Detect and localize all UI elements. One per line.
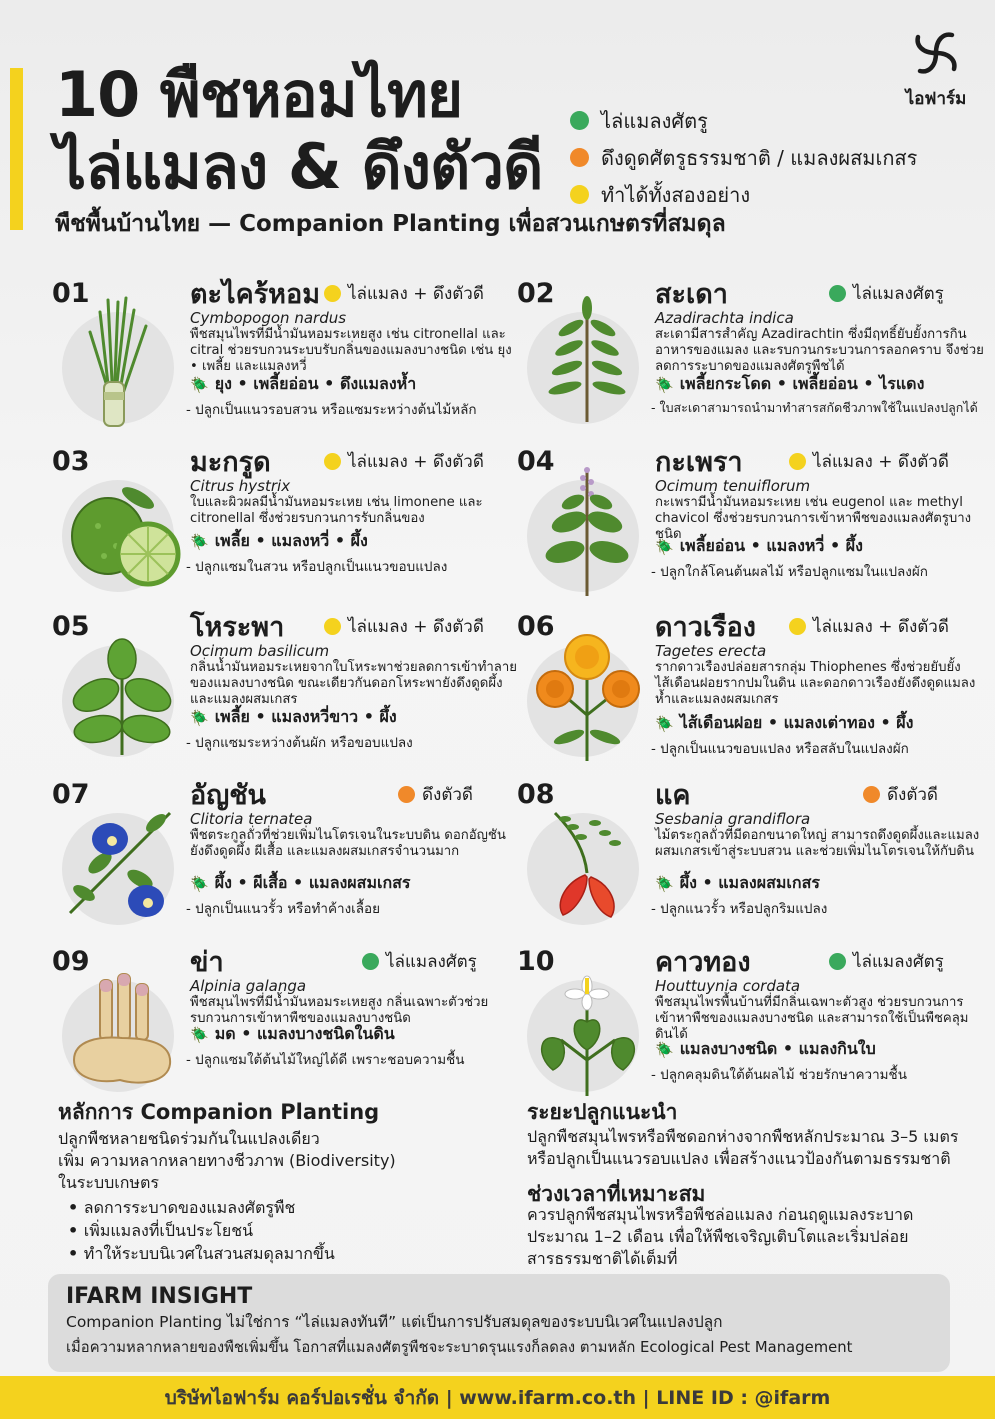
plant-tag [324,280,484,307]
page-subtitle: พืชพื้นบ้านไทย — Companion Planting เพื่อสวนเกษตรที่สมดุล [55,211,726,237]
insight-heading: IFARM INSIGHT [66,1284,253,1309]
yellow-dot-icon [789,453,806,470]
green-dot-icon [362,953,379,970]
pinwheel-logo-icon [908,25,964,81]
page-title-line2: ไล่แมลง & ดึงตัวดี [55,130,543,203]
timing-text [527,1204,977,1270]
plant-card-03 [52,440,512,605]
principles-line: เพิ่ม ความหลากหลายทางชีวภาพ (Biodiversity) [58,1151,396,1170]
plant-card-04 [517,440,977,605]
holy-basil-icon [525,460,649,600]
plant-tip: - ใบสะเดาสามารถนำมาทำสารสกัดชีวภาพใช้ในแปลงปลูกได้ [651,400,978,415]
plant-tip: - ปลูกคลุมดินใต้ต้นผลไม้ ช่วยรักษาความชื้น [651,1067,907,1083]
legend-label: ทำได้ทั้งสองอย่าง [601,182,751,207]
insight-line: เมื่อความหลากหลายของพืชเพิ่มขึ้น โอกาสที่แมลงศัตรูพืชจะระบาดรุนแรงก็ลดลง ตามหลัก Ecological Pest Management [66,1339,853,1356]
plant-pests [190,871,411,896]
plant-description: พืชตระกูลถั่วที่ช่วยเพิ่มไนโตรเจนในระบบดิน ดอกอัญชันยังดึงดูดผึ้ง ผีเสื้อ และแมลงผสมเกสรจำนวนมาก [190,828,506,859]
plant-tag-label: ไล่แมลง + ดึงตัวดี [348,284,484,304]
yellow-dot-icon [570,185,589,204]
plant-scientific-name: Citrus hystrix [190,477,291,495]
plant-description: พืชสมุนไพรที่มีน้ำมันหอมระเหยสูง กลิ่นเฉพาะตัวช่วยรบกวนการเข้าหาพืชของแมลงบางชนิด [190,995,489,1026]
plant-pests-label: ไส้เดือนฝอย • แมลงเต่าทอง • ผึ้ง [679,713,914,732]
plant-card-01 [52,272,512,437]
yellow-dot-icon [324,453,341,470]
plant-pests [655,871,820,896]
plant-pests [190,529,368,554]
logo-text: ไอฟาร์ม [905,89,967,109]
spacing-text [527,1126,977,1170]
plant-tag [324,448,484,475]
plant-pests [190,372,416,397]
plant-number: 08 [517,779,555,810]
legend-item-repel [570,102,917,139]
plant-tag-label: ไล่แมลง + ดึงตัวดี [348,617,484,637]
plant-tip: - ปลูกเป็นแนวขอบแปลง หรือสลับในแปลงผัก [651,741,909,757]
insect-icon: 🪲 [655,375,674,394]
plant-scientific-name: Sesbania grandiflora [655,810,811,828]
footer-text: บริษัทไอฟาร์ม คอร์ปอเรชั่น จำกัด | www.ifarm.co.th | LINE ID : @ifarm [164,1386,831,1409]
plant-card-06 [517,605,977,770]
plant-scientific-name: Clitoria ternatea [190,810,313,828]
plant-scientific-name: Houttuynia cordata [655,977,801,995]
sweet-basil-icon [60,625,184,765]
insect-icon: 🪲 [655,874,674,893]
plant-description: พืชสมุนไพรพื้นบ้านที่มีกลิ่นเฉพาะตัวสูง ช่วยรบกวนการเข้าหาพืชของแมลงบางชนิด และสามารถใช้เป็นพืชคลุมดินได้ [655,995,969,1042]
orange-dot-icon [570,148,589,167]
plant-number: 10 [517,946,555,977]
plant-tip: - ปลูกแซมในสวน หรือปลูกเป็นแนวขอบแปลง [186,559,448,575]
plant-tip: - ปลูกเป็นแนวรั้ว หรือทำค้างเลื้อย [186,901,381,917]
timing-line: สารธรรมชาติได้เต็มที่ [527,1249,678,1268]
principles-bullet: • เพิ่มแมลงที่เป็นประโยชน์ [68,1219,335,1242]
plant-tag-label: ไล่แมลง + ดึงตัวดี [348,452,484,472]
plant-name: ข่า [190,947,224,978]
sesbania-icon [525,793,649,933]
principles-text [58,1128,498,1194]
ifarm-logo [892,25,980,112]
yellow-dot-icon [789,618,806,635]
plant-pests [190,705,397,730]
plant-description: รากดาวเรืองปล่อยสารกลุ่ม Thiophenes ซึ่งช่วยยับยั้งไส้เดือนฝอยรากปมในดิน และดอกดาวเรืองยังดึงดูดแมลงห้ำและแมลงผสมเกสร [655,660,976,707]
insect-icon: 🪲 [655,1040,674,1059]
insect-icon: 🪲 [190,532,209,551]
principles-heading: หลักการ Companion Planting [58,1100,380,1124]
plant-number: 09 [52,946,90,977]
neem-icon [525,292,649,432]
plant-tag-label: ดึงตัวดี [887,785,938,805]
plant-name: ดาวเรือง [655,612,756,643]
orange-dot-icon [398,786,415,803]
plant-tag-label: ไล่แมลง + ดึงตัวดี [813,452,949,472]
plant-pests-label: เพลี้ย • แมลงหวี่ขาว • ผึ้ง [214,707,397,726]
legend [570,102,917,213]
insect-icon: 🪲 [190,874,209,893]
plant-card-09 [52,940,512,1105]
plant-card-07 [52,773,512,938]
plant-scientific-name: Ocimum basilicum [190,642,330,660]
plant-card-05 [52,605,518,770]
legend-label: ไล่แมลงศัตรู [601,108,708,133]
green-dot-icon [829,285,846,302]
plant-number: 01 [52,278,90,309]
green-dot-icon [829,953,846,970]
plant-pests-label: แมลงบางชนิด • แมลงกินใบ [679,1039,876,1058]
plant-name: สะเดา [655,279,728,310]
accent-bar [10,68,23,230]
plant-scientific-name: Alpinia galanga [190,977,307,995]
timing-line: ประมาณ 1–2 เดือน เพื่อให้พืชเจริญเติบโตและเริ่มปล่อย [527,1227,909,1246]
plant-description: สะเดามีสารสำคัญ Azadirachtin ซึ่งมีฤทธิ์ยับยั้งการกินอาหารของแมลง และรบกวนกระบวนการลอกคราบ จึงช่วยลดการระบาดของแมลงศัตรูพืชได้ [655,327,984,374]
plant-pests [655,372,924,397]
plant-pests-label: มด • แมลงบางชนิดในดิน [214,1024,395,1043]
houttuynia-icon [525,960,649,1100]
legend-item-both [570,176,917,213]
plant-description: ใบและผิวผลมีน้ำมันหอมระเหย เช่น limonene และ citronellal ซึ่งช่วยรบกวนการรับกลิ่นของ [190,495,483,526]
plant-pests-label: เพลี้ย • แมลงหวี่ • ผึ้ง [214,531,368,550]
plant-tag-label: ไล่แมลงศัตรู [853,284,944,304]
spacing-line: หรือปลูกเป็นแนวรอบแปลง เพื่อสร้างแนวป้องกันตามธรรมชาติ [527,1149,951,1168]
page-title-line1: 10 พืชหอมไทย [55,58,463,131]
insight-box [48,1274,950,1372]
butterfly-pea-icon [60,793,184,933]
plant-tag-label: ไล่แมลง + ดึงตัวดี [813,617,949,637]
plant-tag [829,280,944,307]
plant-tip: - ปลูกแซมใต้ต้นไม้ใหญ่ได้ดี เพราะชอบความชื้น [186,1052,465,1068]
plant-pests-label: เพลี้ยอ่อน • แมลงหวี่ • ผึ้ง [679,536,863,555]
plant-description: กะเพรามีน้ำมันหอมระเหย เช่น eugenol และ methyl chavicol ซึ่งช่วยรบกวนการเข้าหาพืชของแมลงศัตรูบางชนิด [655,495,972,542]
lemongrass-icon [60,292,184,432]
plant-tag [398,781,473,808]
insect-icon: 🪲 [655,537,674,556]
plant-scientific-name: Cymbopogon nardus [190,309,347,327]
plant-tip: - ปลูกใกล้โคนต้นผลไม้ หรือปลูกแซมในแปลงผัก [651,564,928,580]
kaffir-lime-icon [60,460,184,600]
insight-line: Companion Planting ไม่ใช่การ “ไล่แมลงทันที” แต่เป็นการปรับสมดุลของระบบนิเวศในแปลงปลูก [66,1313,723,1331]
plant-name: อัญชัน [190,780,267,811]
yellow-dot-icon [324,618,341,635]
plant-description: ไม้ตระกูลถั่วที่มีดอกขนาดใหญ่ สามารถดึงดูดผึ้งและแมลงผสมเกสรเข้าสู่ระบบสวน และช่วยเพิ่มไนโตรเจนให้กับดิน [655,828,980,859]
plant-card-08 [517,773,980,938]
plant-pests [655,711,913,736]
plant-tag [362,948,477,975]
orange-dot-icon [863,786,880,803]
plant-name: คาวทอง [655,947,751,978]
plant-tip: - ปลูกแซมระหว่างต้นผัก หรือขอบแปลง [186,735,413,751]
insect-icon: 🪲 [190,375,209,394]
plant-pests [655,1037,876,1062]
plant-tag [324,613,484,640]
plant-pests [655,534,863,559]
plant-scientific-name: Ocimum tenuiflorum [655,477,811,495]
plant-tag [789,613,949,640]
spacing-line: ปลูกพืชสมุนไพรหรือพืชดอกห่างจากพืชหลักประมาณ 3–5 เมตร [527,1127,959,1146]
insect-icon: 🪲 [190,708,209,727]
plant-name: โหระพา [190,612,285,643]
insect-icon: 🪲 [655,714,674,733]
insect-icon: 🪲 [190,1025,209,1044]
green-dot-icon [570,111,589,130]
plant-name: มะกรูด [190,447,271,478]
plant-number: 06 [517,611,555,642]
principles-bullet: • ลดการระบาดของแมลงศัตรูพืช [68,1196,335,1219]
plant-pests-label: เพลี้ยกระโดด • เพลี้ยอ่อน • ไรแดง [679,374,925,393]
plant-scientific-name: Azadirachta indica [655,309,794,327]
plant-tag-label: ดึงตัวดี [422,785,473,805]
plant-pests [190,1022,395,1047]
footer-bar [0,1376,995,1419]
galangal-icon [60,960,184,1100]
plant-tag-label: ไล่แมลงศัตรู [386,952,477,972]
timing-line: ควรปลูกพืชสมุนไพรหรือพืชล่อแมลง ก่อนฤดูแมลงระบาด [527,1205,914,1224]
plant-number: 02 [517,278,555,309]
plant-tag-label: ไล่แมลงศัตรู [853,952,944,972]
timing-heading: ช่วงเวลาที่เหมาะสม [527,1182,706,1206]
principles-bullets [68,1196,335,1265]
principles-line: ในระบบเกษตร [58,1173,159,1192]
spacing-heading: ระยะปลูกแนะนำ [527,1100,678,1124]
plant-number: 07 [52,779,90,810]
plant-tip: - ปลูกเป็นแนวรอบสวน หรือแซมระหว่างต้นไม้หลัก [186,402,477,418]
plant-scientific-name: Tagetes erecta [655,642,767,660]
plant-pests-label: ผึ้ง • แมลงผสมเกสร [679,873,820,892]
legend-label: ดึงดูดศัตรูธรรมชาติ / แมลงผสมเกสร [601,145,918,170]
plant-name: กะเพรา [655,447,743,478]
plant-pests-label: ยุง • เพลี้ยอ่อน • ดึงแมลงห้ำ [214,374,417,393]
principles-bullet: • ทำให้ระบบนิเวศในสวนสมดุลมากขึ้น [68,1242,335,1265]
plant-number: 05 [52,611,90,642]
plant-name: ตะไคร้หอม [190,279,320,310]
plant-tip: - ปลูกแนวรั้ว หรือปลูกริมแปลง [651,901,828,917]
marigold-icon [525,625,649,765]
plant-pests-label: ผึ้ง • ผีเสื้อ • แมลงผสมเกสร [214,873,411,892]
yellow-dot-icon [324,285,341,302]
plant-name: แค [655,780,691,811]
plant-card-02 [517,272,984,437]
plant-description: พืชสมุนไพรที่มีน้ำมันหอมระเหยสูง เช่น citronellal และ citral ช่วยรบกวนระบบรับกลิ่นของแมลงบางชนิด เช่น ยุง • เพลี้ย และแมลงหวี่ [190,327,512,374]
plant-card-10 [517,940,977,1105]
principles-line: ปลูกพืชหลายชนิดร่วมกันในแปลงเดียว [58,1129,320,1148]
plant-tag [863,781,938,808]
plant-number: 03 [52,446,90,477]
plant-tag [829,948,944,975]
plant-description: กลิ่นน้ำมันหอมระเหยจากใบโหระพาช่วยลดการเข้าทำลายของแมลงบางชนิด ขณะเดียวกันดอกโหระพายังดึงดูดผึ้งและแมลงผสมเกสร [190,660,518,707]
legend-item-attract [570,139,917,176]
plant-tag [789,448,949,475]
plant-number: 04 [517,446,555,477]
